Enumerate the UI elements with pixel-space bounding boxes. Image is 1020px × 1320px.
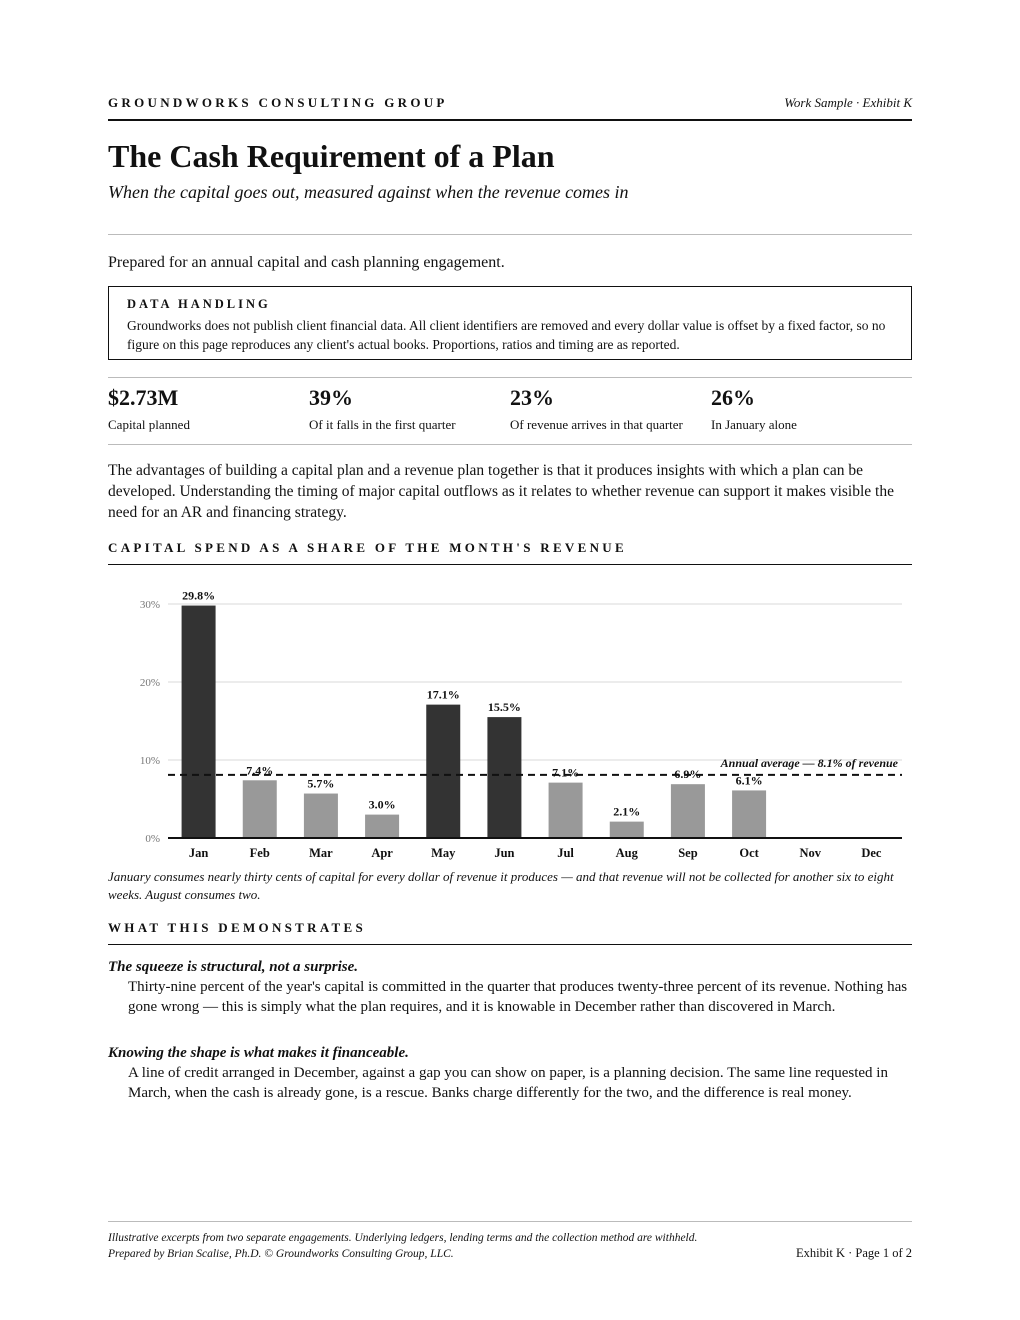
page-subtitle: When the capital goes out, measured against when the revenue comes in	[108, 182, 629, 202]
bar-value-label: 7.4%	[246, 763, 274, 778]
bar-value-label: 5.7%	[307, 776, 335, 791]
stat-label: Capital planned	[108, 417, 190, 432]
stat-revenue-quarter	[510, 384, 710, 434]
bar-value-label: 15.5%	[487, 700, 521, 715]
stat-label: Of revenue arrives in that quarter	[510, 417, 683, 432]
bar-sep	[671, 784, 705, 838]
stat-january	[711, 384, 911, 434]
bar-jun	[487, 717, 521, 838]
x-tick-label: Aug	[615, 846, 638, 860]
chart-section-title: CAPITAL SPEND AS A SHARE OF THE MONTH'S REVENUE	[108, 540, 912, 565]
bar-mar	[304, 794, 338, 838]
bar-chart-svg	[108, 580, 912, 870]
page-number: Exhibit K · Page 1 of 2	[796, 1246, 912, 1260]
bar-oct	[732, 790, 766, 838]
finding-text: Thirty-nine percent of the year's capital is committed in the quarter that produces twenty-three percent of its revenue. Nothing has gone wrong — this is simply what the plan requires, and it is knowable in December rather than discovered in March.	[128, 979, 908, 1015]
x-tick-label: Apr	[371, 846, 393, 860]
stat-value: 23%	[510, 385, 554, 410]
finding-title: Knowing the shape is what makes it financeable.	[108, 1045, 409, 1061]
capital-share-chart	[108, 580, 912, 870]
y-tick-label: 10%	[139, 755, 160, 767]
x-tick-label: Oct	[739, 846, 759, 860]
exhibit-tag: Work Sample · Exhibit K	[784, 95, 912, 110]
bar-jan	[182, 606, 216, 838]
y-tick-label: 30%	[139, 599, 160, 611]
bar-value-label: 7.1%	[552, 765, 580, 780]
bar-value-label: 29.8%	[182, 588, 216, 603]
bar-apr	[365, 815, 399, 838]
x-tick-label: Jul	[557, 846, 574, 860]
data-handling-title: DATA HANDLING	[127, 297, 271, 311]
bar-may	[426, 705, 460, 838]
finding-text: A line of credit arranged in December, against a gap you can show on paper, is a planning decision. The same line requested in March, when the cash is already gone, is a rescue. Banks charge differently for the two, and the difference is real money.	[128, 1065, 888, 1101]
bar-feb	[243, 780, 277, 838]
demonstrates-title: WHAT THIS DEMONSTRATES	[108, 920, 912, 945]
footer-note: Illustrative excerpts from two separate engagements. Underlying ledgers, lending terms and the collection method are withheld. Prepared by Brian Scalise, Ph.D. © Groundworks Consulting Group, LLC.	[108, 1232, 698, 1260]
stat-value: 26%	[711, 385, 755, 410]
y-tick-label: 20%	[139, 677, 160, 689]
divider	[108, 234, 912, 235]
average-label: Annual average — 8.1% of revenue	[720, 755, 898, 770]
x-tick-label: Nov	[799, 846, 822, 860]
stat-value: 39%	[309, 385, 353, 410]
x-tick-label: Jan	[188, 846, 209, 860]
key-stats	[108, 377, 912, 445]
bar-value-label: 17.1%	[426, 687, 460, 702]
bar-value-label: 6.1%	[735, 773, 763, 788]
page-title: The Cash Requirement of a Plan	[108, 138, 555, 174]
data-handling-text: Groundworks does not publish client financial data. All client identifiers are removed and every dollar value is offset by a fixed factor, so no figure on this page reproduces any client's actual books. Proportions, ratios and timing are as reported.	[127, 318, 886, 352]
stat-value: $2.73M	[108, 385, 179, 410]
y-tick-label: 0%	[145, 833, 160, 845]
firm-name: GROUNDWORKS CONSULTING GROUP	[108, 95, 448, 110]
x-tick-label: Jun	[494, 846, 515, 860]
chart-caption: January consumes nearly thirty cents of capital for every dollar of revenue it produces — and that revenue will not be collected for another six to eight weeks. August consumes two.	[108, 869, 894, 902]
page-header	[108, 95, 912, 121]
data-handling-box	[108, 286, 912, 360]
x-tick-label: Dec	[861, 846, 882, 860]
bar-value-label: 2.1%	[613, 804, 641, 819]
finding-title: The squeeze is structural, not a surprise.	[108, 959, 359, 975]
bar-value-label: 6.9%	[674, 767, 702, 782]
stat-capital-planned	[108, 384, 308, 434]
stat-first-quarter	[309, 384, 509, 434]
intro-paragraph: The advantages of building a capital plan and a revenue plan together is that it produces insights with which a plan can be developed. Understanding the timing of major capital outflows as it relates to whether revenue can support it makes visible the need for an AR and financing strategy.	[108, 462, 894, 521]
prepared-for: Prepared for an annual capital and cash planning engagement.	[108, 254, 505, 271]
x-tick-label: Sep	[678, 846, 698, 860]
finding-squeeze	[108, 957, 912, 1017]
page-footer	[108, 1221, 912, 1266]
x-tick-label: Feb	[249, 846, 270, 860]
x-tick-label: May	[431, 846, 456, 860]
stat-label: Of it falls in the first quarter	[309, 417, 456, 432]
bar-value-label: 3.0%	[368, 797, 396, 812]
bar-jul	[549, 783, 583, 838]
bar-aug	[610, 822, 644, 838]
stat-label: In January alone	[711, 417, 797, 432]
finding-financeable	[108, 1043, 912, 1103]
x-tick-label: Mar	[309, 846, 333, 860]
